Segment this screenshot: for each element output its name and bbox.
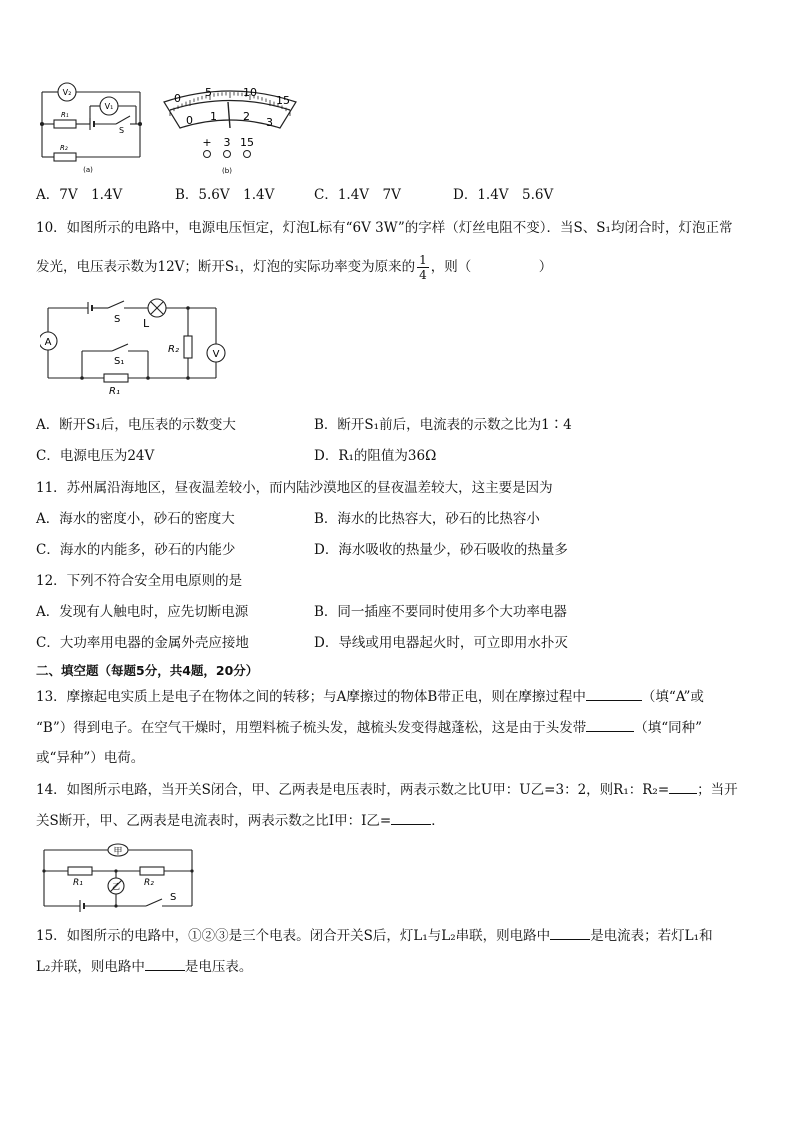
q13-line2-b: （填“同种” [634, 720, 703, 736]
q12-option-d[interactable]: D．导线或用电器起火时，可立即用水扑灭 [314, 635, 568, 651]
switch-s1-label: S₁ [114, 356, 125, 367]
q13-line3: 或“异种”）电荷。 [36, 750, 145, 766]
q15-line2-a: L₂并联，则电路中 [36, 959, 145, 975]
q11-stem: 11．苏州属沿海地区，昼夜温差较小，而内陆沙漠地区的昼夜温差较大，这主要是因为 [36, 480, 553, 496]
top-scale-5: 5 [205, 86, 212, 99]
q13-line2 [36, 719, 702, 737]
q10-option-c[interactable]: C．电源电压为24V [36, 448, 155, 464]
bottom-scale-0: 0 [186, 114, 193, 127]
q12-option-b[interactable]: B．同一插座不要同时使用多个大功率电器 [314, 604, 567, 620]
r1-label: R₁ [73, 878, 83, 888]
q15-line2 [36, 958, 252, 976]
q11-option-a[interactable]: A．海水的密度小，砂石的密度大 [36, 511, 235, 527]
q13-line1 [36, 688, 704, 706]
q14-circuit-figure [40, 838, 200, 916]
q15-line1-a: 15．如图所示的电路中，①②③是三个电表。闭合开关S后，灯L₁与L₂串联，则电路中 [36, 928, 551, 944]
top-scale-15: 15 [276, 94, 290, 107]
q10-stem-line2-b: ，则（ ） [430, 259, 553, 275]
bottom-scale-1: 1 [210, 110, 217, 123]
s-label: S [119, 126, 125, 135]
q13-line1-b: （填“A”或 [641, 689, 704, 705]
q14-line2 [36, 812, 445, 830]
ammeter-label: A [44, 337, 52, 348]
frac-numerator: 1 [419, 253, 427, 267]
q10-option-a[interactable]: A．断开S₁后，电压表的示数变大 [36, 417, 236, 433]
terminal-15: 15 [240, 136, 254, 149]
q15-blank-1[interactable] [550, 927, 590, 940]
q10-option-d[interactable]: D．R₁的阻值为36Ω [314, 448, 437, 464]
q14-line1-a: 14．如图所示电路，当开关S闭合，甲、乙两表是电压表时，两表示数之比U甲：U乙=3：2，则R₁：R₂= [36, 782, 670, 798]
top-scale-0: 0 [174, 92, 181, 105]
q15-line1 [36, 927, 713, 945]
terminal-3: 3 [223, 136, 231, 149]
r2-label: R₂ [144, 878, 154, 888]
q9-option-b[interactable]: B．5.6V 1.4V [175, 187, 275, 203]
q13-line2-a: “B”）得到电子。在空气干燥时，用塑料梳子梳头发，越梳头发变得越蓬松，这是由于头发带 [36, 720, 587, 736]
q9-figure-a [36, 80, 154, 174]
q15-line2-b: 是电压表。 [184, 959, 253, 975]
q14-line2-b: ． [431, 813, 445, 829]
q15-blank-2[interactable] [145, 958, 185, 971]
q10-stem-line1: 10．如图所示的电路中，电源电压恒定，灯泡L标有“6V 3W”的字样（灯丝电阻不变）．当S、S₁均闭合时，灯泡正常 [36, 220, 733, 236]
q11-option-d[interactable]: D．海水吸收的热量少，砂石吸收的热量多 [314, 542, 568, 558]
v2-label: V₂ [62, 88, 72, 97]
voltmeter-label: V [212, 349, 220, 360]
bottom-scale-2: 2 [243, 110, 250, 123]
q13-blank-2[interactable] [586, 719, 634, 732]
q14-blank-1[interactable] [669, 781, 697, 794]
q10-circuit-figure [40, 296, 236, 396]
q12-option-a[interactable]: A．发现有人触电时，应先切断电源 [36, 604, 249, 620]
q9-option-a[interactable]: A．7V 1.4V [36, 187, 123, 203]
q10-stem-line2-a: 发光，电压表示数为12V；断开S₁，灯泡的实际功率变为原来的 [36, 259, 416, 275]
top-scale-10: 10 [243, 86, 257, 99]
q12-option-c[interactable]: C．大功率用电器的金属外壳应接地 [36, 635, 249, 651]
q14-blank-2[interactable] [391, 812, 431, 825]
meter-yi-label: 乙 [112, 882, 120, 891]
q13-blank-1[interactable] [586, 688, 642, 701]
meter-jia-label: 甲 [113, 847, 123, 857]
v1-label: V₁ [104, 102, 114, 111]
q15-line1-b: 是电流表；若灯L₁和 [590, 928, 713, 944]
lamp-l-label: L [143, 317, 150, 330]
r1-label: R₁ [61, 111, 69, 119]
q14-line2-a: 关S断开，甲、乙两表是电流表时，两表示数之比I甲：I乙= [36, 813, 392, 829]
q12-stem: 12．下列不符合安全用电原则的是 [36, 573, 243, 589]
bottom-scale-3: 3 [266, 116, 273, 129]
q9-option-c[interactable]: C．1.4V 7V [314, 187, 401, 203]
fig-b-caption: (b) [222, 167, 232, 175]
fraction-one-quarter [417, 253, 429, 282]
q11-option-b[interactable]: B．海水的比热容大，砂石的比热容小 [314, 511, 540, 527]
q14-line1-b: ；当开 [697, 782, 738, 798]
r2-label: R₂ [168, 344, 179, 355]
q9-option-d[interactable]: D．1.4V 5.6V [453, 187, 554, 203]
terminal-plus: + [202, 136, 212, 149]
switch-s-label: S [114, 314, 121, 325]
section-title: 二、填空题（每题5分，共4题，20分） [36, 663, 259, 678]
q10-stem-line2 [36, 252, 552, 282]
q11-option-c[interactable]: C．海水的内能多，砂石的内能少 [36, 542, 236, 558]
r1-label: R₁ [109, 386, 120, 396]
q9-figure-b [160, 84, 300, 176]
q14-line1 [36, 781, 738, 799]
frac-denominator: 4 [419, 268, 427, 282]
r2-label: R₂ [60, 144, 68, 152]
switch-s-label: S [170, 892, 177, 903]
q13-line1-a: 13．摩擦起电实质上是电子在物体之间的转移；与A摩擦过的物体B带正电，则在摩擦过程中 [36, 689, 586, 705]
fig-a-caption: (a) [83, 166, 93, 174]
q10-option-b[interactable]: B．断开S₁前后，电流表的示数之比为1∶4 [314, 417, 572, 433]
